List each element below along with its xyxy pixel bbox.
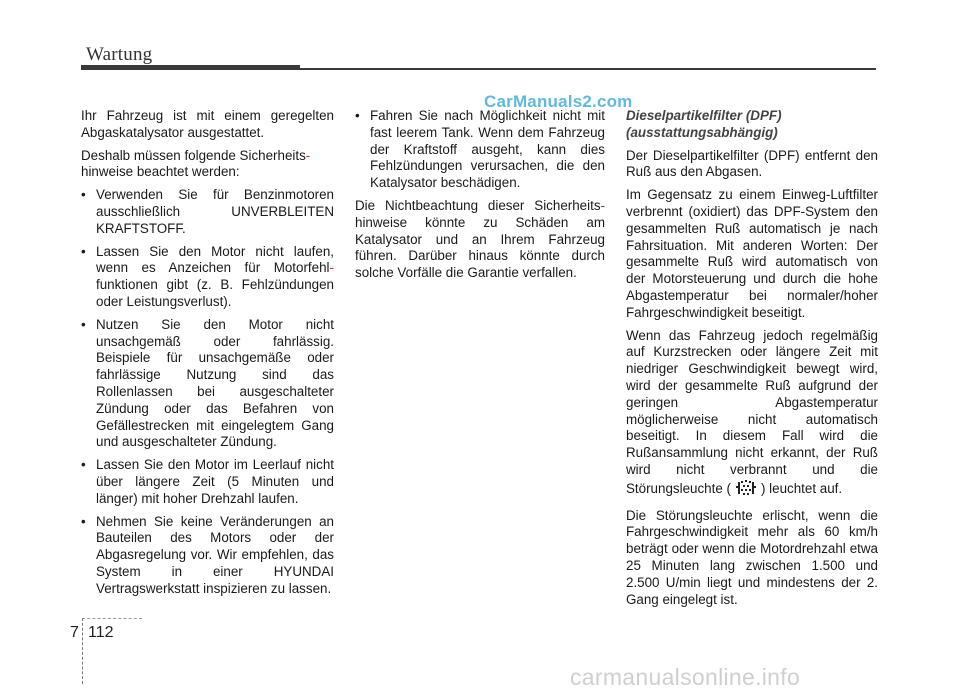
tank-bullet-list [355, 108, 605, 192]
bullet-icon: • [81, 187, 86, 203]
list-item-text: Lassen Sie den Motor nicht laufen, wenn es Anzeichen für Motorfehl [96, 243, 334, 276]
section-heading-dpf [626, 108, 878, 142]
paragraph-intro: Ihr Fahrzeug ist mit einem geregelten Abgaskatalysator ausgestattet. [81, 108, 334, 140]
chapter-number: 7 [70, 624, 79, 641]
list-item [81, 317, 334, 451]
bullet-icon: • [81, 513, 86, 529]
paragraph-safety-rest: hinweise beachtet werden: [81, 164, 240, 180]
paragraph-dpf-warning [626, 328, 878, 502]
list-item-text: Nehmen Sie keine Veränderungen an Bauteilen des Motors oder der Abgasregelung vor. Wir empfehlen, das System in einer HYUNDAI Vertragswerkstatt inspizieren zu lassen. [96, 513, 334, 596]
paragraph-dpf-warning-text: Wenn das Fahrzeug jedoch regelmäßig auf Kurzstrecken oder längere Zeit mit niedriger Geschwindigkeit bewegt wird, wird der gesammelte Ruß aufgrund der geringen Abgastemperatur möglicherweise nicht automatisch beseitigt. In diesem Fall wird die Rußansammlung nicht erkannt, der Ruß wird nicht verbrannt und die Störungsleuchte ( [626, 327, 878, 496]
watermark-top: CarManuals2.com [484, 92, 633, 111]
paragraph-dpf-warning-end: ) leuchtet auf. [760, 480, 843, 496]
paragraph-consequences-text: Die Nichtbeachtung dieser Sicherheits [355, 197, 601, 213]
list-item [81, 514, 334, 598]
paragraph-safety-notes [81, 148, 334, 182]
list-item-text: Fahren Sie nach Möglichkeit nicht mit fast leerem Tank. Wenn dem Fahrzeug der Kraftstoff ausgeht, kann dies Fehlzündungen verursachen, die den Katalysator beschädigen. [370, 108, 605, 191]
list-item-text-rest: funktionen gibt (z. B. Fehlzündungen oder Leistungsverlust). [96, 277, 334, 309]
paragraph-dpf-function: Im Gegensatz zu einem Einweg-Luftfilter verbrennt (oxidiert) das DPF-System den gesammelten Ruß automatisch je nach Fahrsituation. Mit anderen Worten: Der gesammelte Ruß wird automatisch von der Motorsteuerung und durch die hohe Abgastemperatur bei normaler/hoher Fahrgeschwindigkeit beseitigt. [626, 187, 878, 320]
heading-line-2: (ausstattungsabhängig) [626, 124, 778, 140]
hyphen-mark: - [329, 260, 334, 276]
header-rule-thin [300, 68, 876, 70]
column-2 [355, 108, 605, 288]
bullet-icon: • [81, 316, 86, 332]
paragraph-consequences [355, 198, 605, 282]
paragraph-dpf-intro: Der Dieselpartikelfilter (DPF) entfernt den Ruß aus den Abgasen. [626, 147, 878, 180]
list-item [355, 108, 605, 192]
hyphen-mark: - [600, 197, 605, 213]
list-item [81, 244, 334, 311]
footer-divider-horizontal [82, 618, 142, 619]
bullet-icon: • [81, 457, 86, 473]
list-item-text: Lassen Sie den Motor im Leerlauf nicht über längere Zeit (5 Minuten und länger) mit hoher Drehzahl laufen. [96, 457, 334, 506]
list-item [81, 457, 334, 507]
paragraph-safety-text: Deshalb müssen folgende Sicherheits [81, 147, 306, 163]
watermark-bottom: carmanualsonline.info [570, 664, 801, 690]
bullet-icon: • [355, 108, 360, 123]
footer-divider-vertical [82, 618, 84, 684]
paragraph-dpf-reset: Die Störungsleuchte erlischt, wenn die Fahrgeschwindigkeit mehr als 60 km/h beträgt oder wenn die Motordrehzahl etwa 25 Minuten lang zwischen 1.500 und 2.500 U/min liegt und mindestens der 2. Gang eingelegt ist. [626, 507, 878, 607]
paragraph-consequences-rest: hinweise könnte zu Schäden am Katalysator und an Ihrem Fahrzeug führen. Darüber hinaus könnte durch solche Vorfälle die Garantie verfallen. [355, 214, 605, 281]
page-number: 112 [88, 624, 114, 641]
hyphen-mark: - [305, 147, 311, 163]
column-1 [81, 108, 334, 604]
list-item [81, 187, 334, 237]
header-rule-thick [81, 65, 300, 70]
column-3 [626, 108, 878, 614]
bullet-icon: • [81, 243, 86, 259]
dpf-warning-icon [734, 479, 758, 502]
heading-line-1: Dieselpartikelfilter (DPF) [626, 108, 782, 123]
page-header-title: Wartung [86, 44, 153, 65]
list-item-text: Nutzen Sie den Motor nicht unsachgemäß oder fahrlässig. Beispiele für unsachgemäße oder fahrlässige Nutzung sind das Rollenlassen bei ausgeschalteter Zündung oder das Befahren von Gefällestrecken mit eingelegtem Gang und ausgeschalteter Zündung. [96, 316, 334, 450]
safety-bullet-list [81, 187, 334, 597]
list-item-text: Verwenden Sie für Benzinmotoren ausschließlich UNVERBLEITEN KRAFTSTOFF. [96, 187, 334, 236]
